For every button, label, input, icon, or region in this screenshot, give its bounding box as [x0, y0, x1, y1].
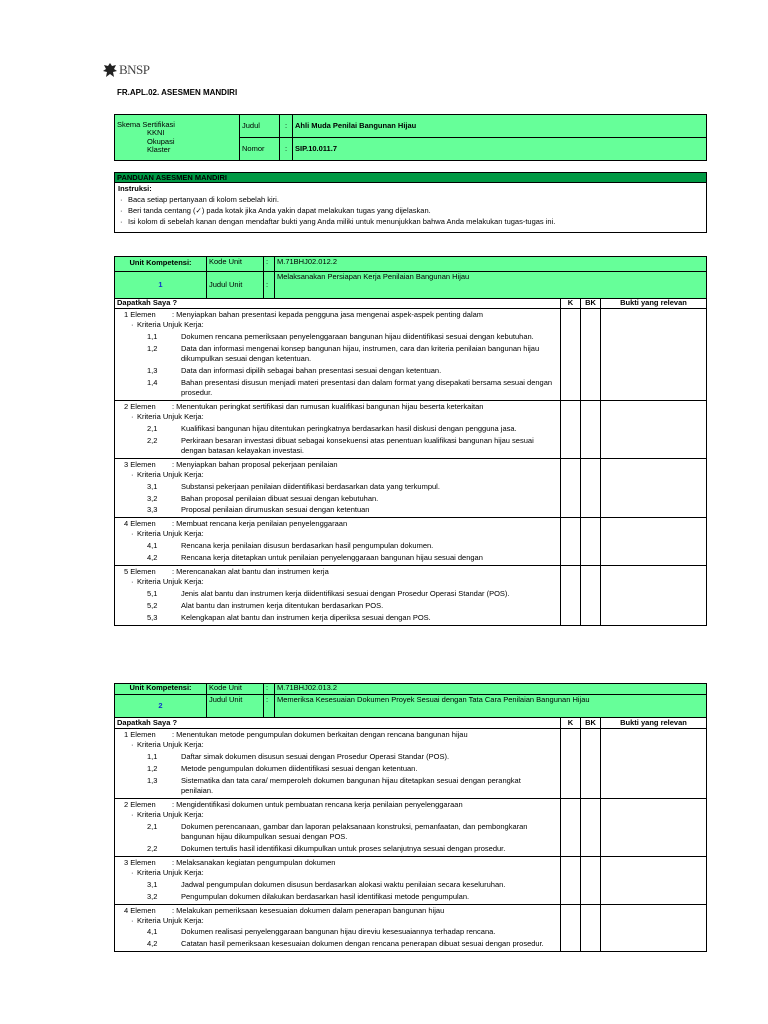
criteria-text: Perkiraan besaran investasi dibuat sebagai konsekuensi atas penentuan kualifikasi bangunan hijau sesuai dengan batasan kelayakan investasi.	[181, 435, 534, 455]
criteria-text: Metode pengumpulan dokumen diidentifikasi sesuai dengan ketentuan.	[181, 763, 418, 773]
unit-2-header	[114, 683, 707, 718]
k-checkbox-cell[interactable]	[561, 401, 581, 458]
criteria-text: Proposal penilaian dirumuskan sesuai dengan ketentuan	[181, 505, 370, 515]
criteria-item	[117, 892, 558, 902]
kode-unit-label: Kode Unit	[207, 257, 264, 272]
element-number: 2 Elemen	[124, 401, 156, 411]
skema-label: Skema Sertifikasi	[117, 120, 175, 129]
element-text: : Melaksanakan kegiatan pengumpulan dokumen	[172, 857, 336, 867]
criteria-item	[117, 601, 558, 611]
colon: :	[264, 695, 275, 718]
criteria-item	[117, 613, 558, 623]
element-row	[115, 518, 706, 566]
k-checkbox-cell[interactable]	[561, 905, 581, 952]
criteria-item	[117, 494, 558, 504]
colon: :	[280, 138, 293, 161]
garuda-emblem-icon	[102, 62, 118, 79]
criteria-number: 1,2	[147, 763, 158, 773]
bk-checkbox-cell[interactable]	[581, 459, 601, 518]
column-header-row	[115, 298, 706, 309]
element-question	[115, 518, 561, 565]
kriteria-label: · Kriteria Unjuk Kerja:	[117, 529, 558, 539]
element-question	[115, 799, 561, 856]
criteria-item	[117, 436, 558, 456]
criteria-item	[117, 366, 558, 376]
document-title: FR.APL.02. ASESMEN MANDIRI	[117, 88, 238, 97]
criteria-number: 4,1	[147, 541, 158, 551]
criteria-number: 1,2	[147, 343, 158, 353]
instruction-item: · Baca setiap pertanyaan di kolom sebelah kiri.	[118, 195, 703, 206]
panduan-title: PANDUAN ASESMEN MANDIRI	[115, 173, 706, 183]
element-text: : Menyiapkan bahan proposal pekerjaan penilaian	[172, 459, 338, 469]
unit-1-header	[114, 256, 707, 299]
bukti-input-cell[interactable]	[601, 905, 706, 952]
criteria-item	[117, 344, 558, 364]
bk-header: BK	[581, 298, 601, 308]
judul-label: Judul	[240, 115, 280, 138]
k-checkbox-cell[interactable]	[561, 459, 581, 518]
criteria-text: Substansi pekerjaan penilaian diidentifikasi berdasarkan data yang terkumpul.	[181, 481, 440, 491]
criteria-number: 4,2	[147, 553, 158, 563]
criteria-text: Kelengkapan alat bantu dan instrumen kerja diperiksa sesuai dengan POS.	[181, 613, 431, 623]
unit-kompetensi-label: Unit Kompetensi:	[115, 257, 207, 272]
element-text: : Membuat rencana kerja penilaian penyelenggaraan	[172, 519, 348, 529]
criteria-text: Bahan proposal penilaian dibuat sesuai dengan kebutuhan.	[181, 493, 379, 503]
criteria-item	[117, 822, 558, 842]
k-header: K	[561, 298, 581, 308]
unit-number: 1	[115, 272, 207, 299]
element-number: 4 Elemen	[124, 519, 156, 529]
bukti-input-cell[interactable]	[601, 857, 706, 904]
column-header-row	[115, 718, 706, 729]
judul-unit-label: Judul Unit	[207, 272, 264, 299]
criteria-text: Rencana kerja ditetapkan untuk penilaian penyelenggaraan bangunan hijau sesuai dengan	[181, 553, 483, 563]
element-title	[117, 800, 558, 810]
element-question	[115, 566, 561, 625]
nomor-value: SIP.10.011.7	[293, 138, 707, 161]
element-row	[115, 799, 706, 857]
criteria-number: 5,3	[147, 613, 158, 623]
criteria-item	[117, 553, 558, 563]
bukti-input-cell[interactable]	[601, 459, 706, 518]
criteria-number: 2,2	[147, 843, 158, 853]
criteria-item	[117, 927, 558, 937]
element-title	[117, 730, 558, 740]
skema-info	[115, 115, 240, 161]
element-number: 5 Elemen	[124, 567, 156, 577]
dapatkah-header: Dapatkah Saya ?	[115, 298, 561, 308]
k-header: K	[561, 718, 581, 728]
instruksi-label: Instruksi:	[118, 184, 152, 193]
kriteria-label: · Kriteria Unjuk Kerja:	[117, 577, 558, 587]
unit-1-elements	[114, 298, 707, 626]
element-title	[117, 460, 558, 470]
criteria-item	[117, 764, 558, 774]
k-checkbox-cell[interactable]	[561, 857, 581, 904]
criteria-text: Pengumpulan dokumen dilakukan berdasarkan hasil identifikasi metode pengumpulan.	[181, 891, 470, 901]
element-row	[115, 857, 706, 905]
bk-checkbox-cell[interactable]	[581, 566, 601, 625]
criteria-text: Catatan hasil pemeriksaan kesesuaian dokumen dengan rencana penerapan dibuat sesuai dengan prosedur.	[181, 939, 544, 949]
criteria-text: Data dan informasi dipilih sebagai bahan presentasi sesuai dengan ketentuan.	[181, 365, 442, 375]
criteria-text: Bahan presentasi disusun menjadi materi presentasi dan dalam format yang disepakati bersama sesuai dengan prosedur.	[181, 377, 553, 397]
element-number: 3 Elemen	[124, 459, 156, 469]
criteria-text: Data dan informasi mengenai konsep bangunan hijau, instrumen, cara dan kriteria penilaian bangunan hijau dikumpulkan sesuai dengan ketentuan.	[181, 343, 540, 363]
kriteria-label: · Kriteria Unjuk Kerja:	[117, 470, 558, 480]
criteria-text: Daftar simak dokumen disusun sesuai dengan Prosedur Operasi Standar (POS).	[181, 751, 450, 761]
element-title	[117, 858, 558, 868]
bk-checkbox-cell[interactable]	[581, 905, 601, 952]
bukti-input-cell[interactable]	[601, 401, 706, 458]
criteria-number: 2,2	[147, 435, 158, 445]
criteria-number: 5,2	[147, 601, 158, 611]
kriteria-label: · Kriteria Unjuk Kerja:	[117, 916, 558, 926]
element-title	[117, 310, 558, 320]
bk-checkbox-cell[interactable]	[581, 401, 601, 458]
judul-unit-label: Judul Unit	[207, 695, 264, 718]
element-text: : Menentukan metode pengumpulan dokumen berkaitan dengan rencana bangunan hijau	[172, 730, 468, 739]
criteria-number: 3,1	[147, 481, 158, 491]
k-checkbox-cell[interactable]	[561, 309, 581, 400]
element-title	[117, 519, 558, 529]
bk-checkbox-cell[interactable]	[581, 518, 601, 565]
colon: :	[264, 684, 275, 695]
element-row	[115, 459, 706, 519]
bukti-input-cell[interactable]	[601, 518, 706, 565]
criteria-item	[117, 505, 558, 515]
judul-unit-value: Melaksanakan Persiapan Kerja Penilaian Bangunan Hijau	[275, 272, 707, 299]
k-checkbox-cell[interactable]	[561, 799, 581, 856]
colon: :	[264, 272, 275, 299]
element-number: 4 Elemen	[124, 905, 156, 915]
unit-kompetensi-label: Unit Kompetensi:	[115, 684, 207, 695]
kkni-label: KKNI	[147, 128, 165, 138]
criteria-text: Alat bantu dan instrumen kerja ditentukan berdasarkan POS.	[181, 601, 384, 611]
criteria-text: Kualifikasi bangunan hijau ditentukan peringkatnya berdasarkan hasil diskusi dengan pengguna jasa.	[181, 423, 517, 433]
klaster-label: Klaster	[147, 144, 171, 154]
criteria-item	[117, 424, 558, 434]
bukti-header: Bukti yang relevan	[620, 718, 687, 727]
bk-checkbox-cell[interactable]	[581, 309, 601, 400]
criteria-item	[117, 776, 558, 796]
bukti-input-cell[interactable]	[601, 799, 706, 856]
criteria-number: 1,3	[147, 365, 158, 375]
element-number: 1 Elemen	[124, 730, 156, 739]
element-number: 1 Elemen	[124, 310, 156, 319]
criteria-number: 3,3	[147, 505, 158, 515]
criteria-item	[117, 589, 558, 599]
element-question	[115, 905, 561, 952]
colon: :	[280, 115, 293, 138]
bk-checkbox-cell[interactable]	[581, 857, 601, 904]
criteria-number: 2,1	[147, 821, 158, 831]
element-text: : Merencanakan alat bantu dan instrumen kerja	[172, 567, 329, 577]
criteria-text: Sistematika dan tata cara/ memperoleh dokumen bangunan hijau ditetapkan sesuai dengan perangkat penilaian.	[181, 775, 521, 795]
kriteria-label: · Kriteria Unjuk Kerja:	[117, 740, 558, 750]
k-checkbox-cell[interactable]	[561, 518, 581, 565]
skema-table	[114, 114, 707, 161]
element-text: : Menyiapkan bahan presentasi kepada pengguna jasa mengenai aspek-aspek penting dalam	[172, 310, 484, 319]
criteria-text: Dokumen realisasi penyelenggaraan bangunan hijau direviu kesesuaiannya terhadap rencana.	[181, 927, 496, 937]
k-checkbox-cell[interactable]	[561, 566, 581, 625]
judul-value: Ahli Muda Penilai Bangunan Hijau	[293, 115, 707, 138]
kode-unit-value: M.71BHJ02.013.2	[275, 684, 707, 695]
element-question	[115, 729, 561, 798]
criteria-item	[117, 939, 558, 949]
kriteria-label: · Kriteria Unjuk Kerja:	[117, 868, 558, 878]
bk-header: BK	[581, 718, 601, 728]
element-text: : Mengidentifikasi dokumen untuk pembuatan rencana kerja penilaian penyelenggaraan	[172, 799, 463, 809]
judul-unit-value: Memeriksa Kesesuaian Dokumen Proyek Sesuai dengan Tata Cara Penilaian Bangunan Hijau	[275, 695, 707, 718]
criteria-text: Rencana kerja penilaian disusun berdasarkan hasil pengumpulan dokumen.	[181, 541, 434, 551]
element-number: 2 Elemen	[124, 799, 156, 809]
criteria-number: 4,1	[147, 927, 158, 937]
logo-text: BNSP	[119, 62, 150, 78]
criteria-item	[117, 332, 558, 342]
criteria-number: 1,1	[147, 331, 158, 341]
element-title	[117, 402, 558, 412]
element-question	[115, 309, 561, 400]
element-row	[115, 566, 706, 626]
bk-checkbox-cell[interactable]	[581, 729, 601, 798]
criteria-text: Jenis alat bantu dan instrumen kerja diidentifikasi sesuai dengan Prosedur Operasi Standar (POS).	[181, 589, 510, 599]
kode-unit-value: M.71BHJ02.012.2	[275, 257, 707, 272]
element-question	[115, 401, 561, 458]
criteria-item	[117, 844, 558, 854]
nomor-label: Nomor	[240, 138, 280, 161]
element-row	[115, 401, 706, 459]
criteria-number: 1,1	[147, 751, 158, 761]
kode-unit-label: Kode Unit	[207, 684, 264, 695]
kriteria-label: · Kriteria Unjuk Kerja:	[117, 320, 558, 330]
criteria-number: 1,4	[147, 377, 158, 387]
criteria-number: 3,1	[147, 879, 158, 889]
criteria-item	[117, 378, 558, 398]
element-title	[117, 906, 558, 916]
element-question	[115, 459, 561, 518]
criteria-text: Dokumen perencanaan, gambar dan laporan pelaksanaan konstruksi, pemanfaatan, dan pembongkaran bangunan hijau dikumpulkan sesuai dengan POS.	[181, 821, 528, 841]
element-question	[115, 857, 561, 904]
element-title	[117, 567, 558, 577]
element-row	[115, 729, 706, 799]
criteria-text: Dokumen tertulis hasil identifikasi dikumpulkan untuk proses selanjutnya sesuai dengan prosedur.	[181, 843, 506, 853]
bukti-header: Bukti yang relevan	[620, 298, 687, 307]
colon: :	[264, 257, 275, 272]
instruction-item: · Beri tanda centang (✓) pada kotak jika Anda yakin dapat melakukan tugas yang dijelaskan.	[118, 206, 703, 217]
criteria-number: 4,2	[147, 939, 158, 949]
unit-number: 2	[115, 695, 207, 718]
criteria-number: 5,1	[147, 589, 158, 599]
criteria-item	[117, 880, 558, 890]
element-text: : Melakukan pemeriksaan kesesuaian dokumen dalam penerapan bangunan hijau	[172, 905, 445, 915]
criteria-item	[117, 752, 558, 762]
criteria-text: Jadwal pengumpulan dokumen disusun berdasarkan alokasi waktu penilaian secara keseluruhan.	[181, 879, 506, 889]
criteria-number: 2,1	[147, 423, 158, 433]
bukti-input-cell[interactable]	[601, 729, 706, 798]
kriteria-label: · Kriteria Unjuk Kerja:	[117, 810, 558, 820]
criteria-text: Dokumen rencana pemeriksaan penyelenggaraan bangunan hijau diidentifikasi sesuai dengan kebutuhan.	[181, 331, 534, 341]
bukti-input-cell[interactable]	[601, 566, 706, 625]
instruction-item: · Isi kolom di sebelah kanan dengan mendaftar bukti yang Anda miliki untuk menunjukkan bahwa Anda melakukan tugas-tugas ini.	[118, 217, 703, 228]
criteria-item	[117, 541, 558, 551]
panduan-box	[114, 172, 707, 233]
criteria-number: 1,3	[147, 775, 158, 785]
k-checkbox-cell[interactable]	[561, 729, 581, 798]
element-row	[115, 905, 706, 953]
element-row	[115, 309, 706, 401]
element-number: 3 Elemen	[124, 857, 156, 867]
criteria-number: 3,2	[147, 891, 158, 901]
bnsp-logo	[102, 62, 150, 79]
element-text: : Menentukan peringkat sertifikasi dan rumusan kualifikasi bangunan hijau beserta keterkaitan	[172, 401, 484, 411]
bukti-input-cell[interactable]	[601, 309, 706, 400]
bk-checkbox-cell[interactable]	[581, 799, 601, 856]
okupasi-label: Okupasi	[147, 136, 175, 146]
kriteria-label: · Kriteria Unjuk Kerja:	[117, 412, 558, 422]
criteria-number: 3,2	[147, 493, 158, 503]
dapatkah-header: Dapatkah Saya ?	[115, 718, 561, 728]
unit-2-elements	[114, 718, 707, 952]
criteria-item	[117, 482, 558, 492]
